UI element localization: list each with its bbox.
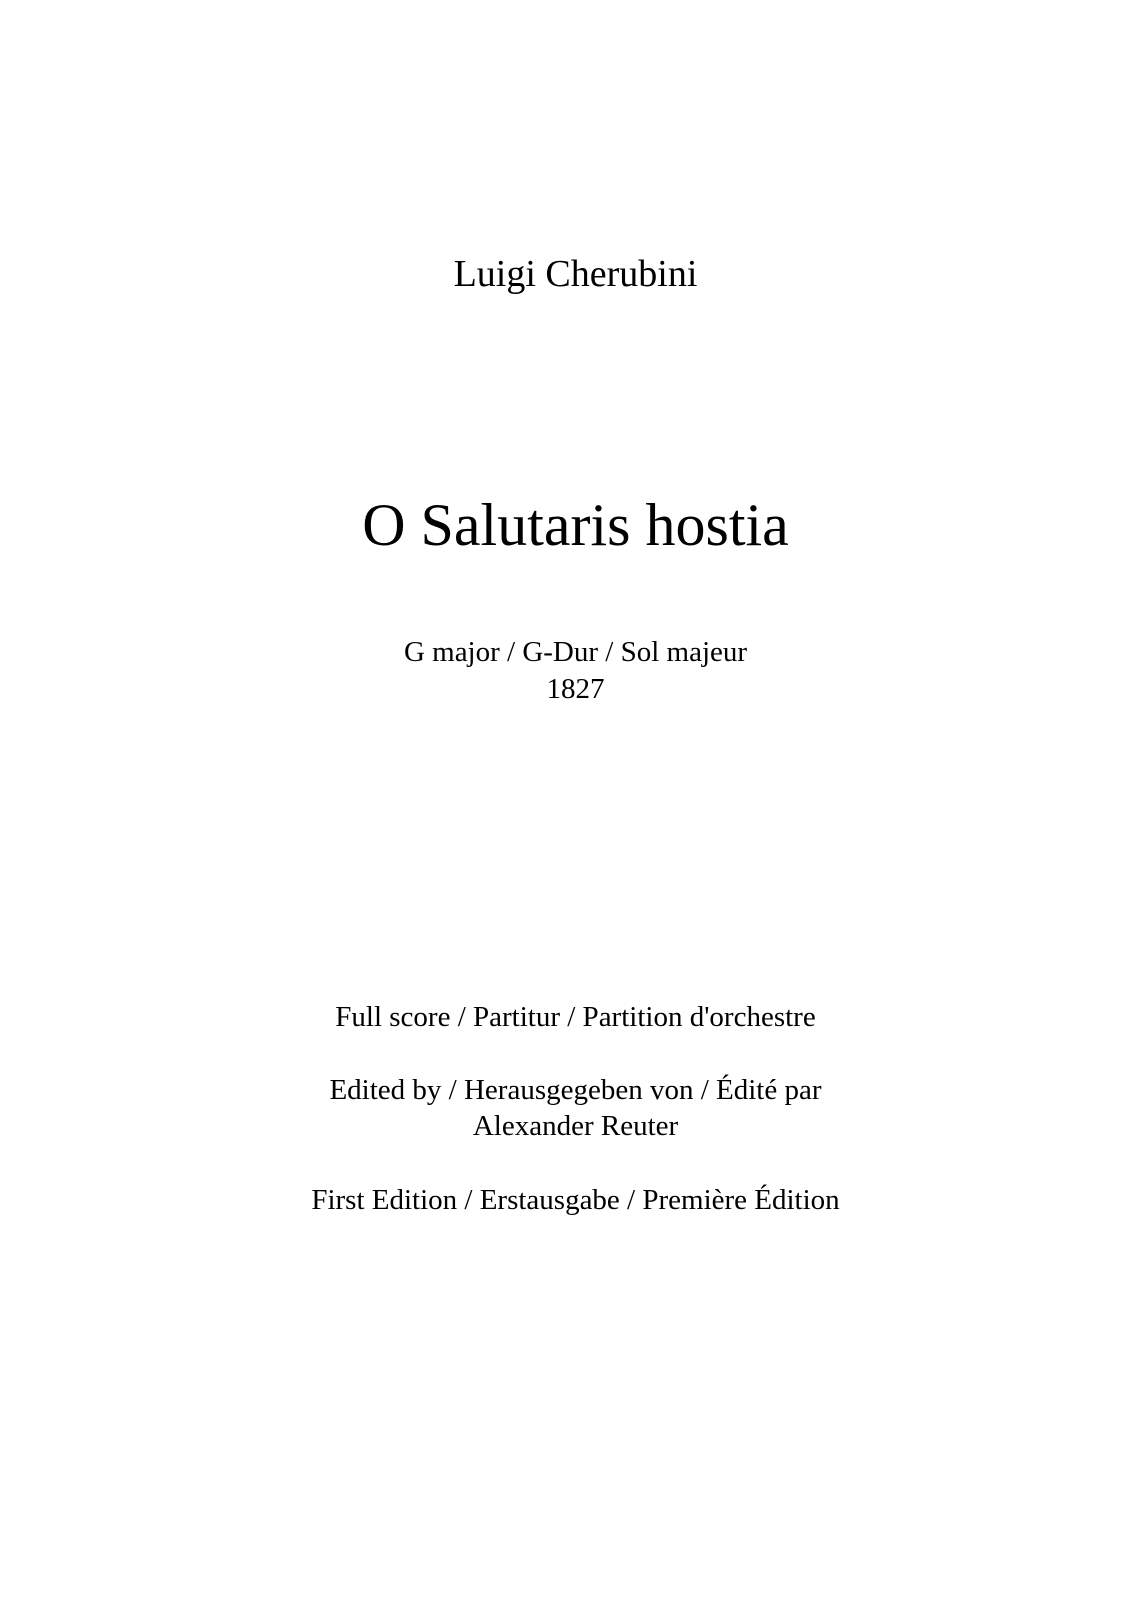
composer-name: Luigi Cherubini (453, 253, 698, 295)
score-type: Full score / Partitur / Partition d'orchestre (335, 1001, 816, 1033)
composition-year: 1827 (546, 673, 605, 705)
edited-by-label: Edited by / Herausgegeben von / Édité par (329, 1074, 822, 1106)
work-title: O Salutaris hostia (362, 492, 789, 558)
key-signature-text: G major / G-Dur / Sol majeur (403, 636, 748, 668)
edition-info: First Edition / Erstausgabe / Première Édition (311, 1184, 840, 1216)
editor-name: Alexander Reuter (472, 1110, 679, 1142)
